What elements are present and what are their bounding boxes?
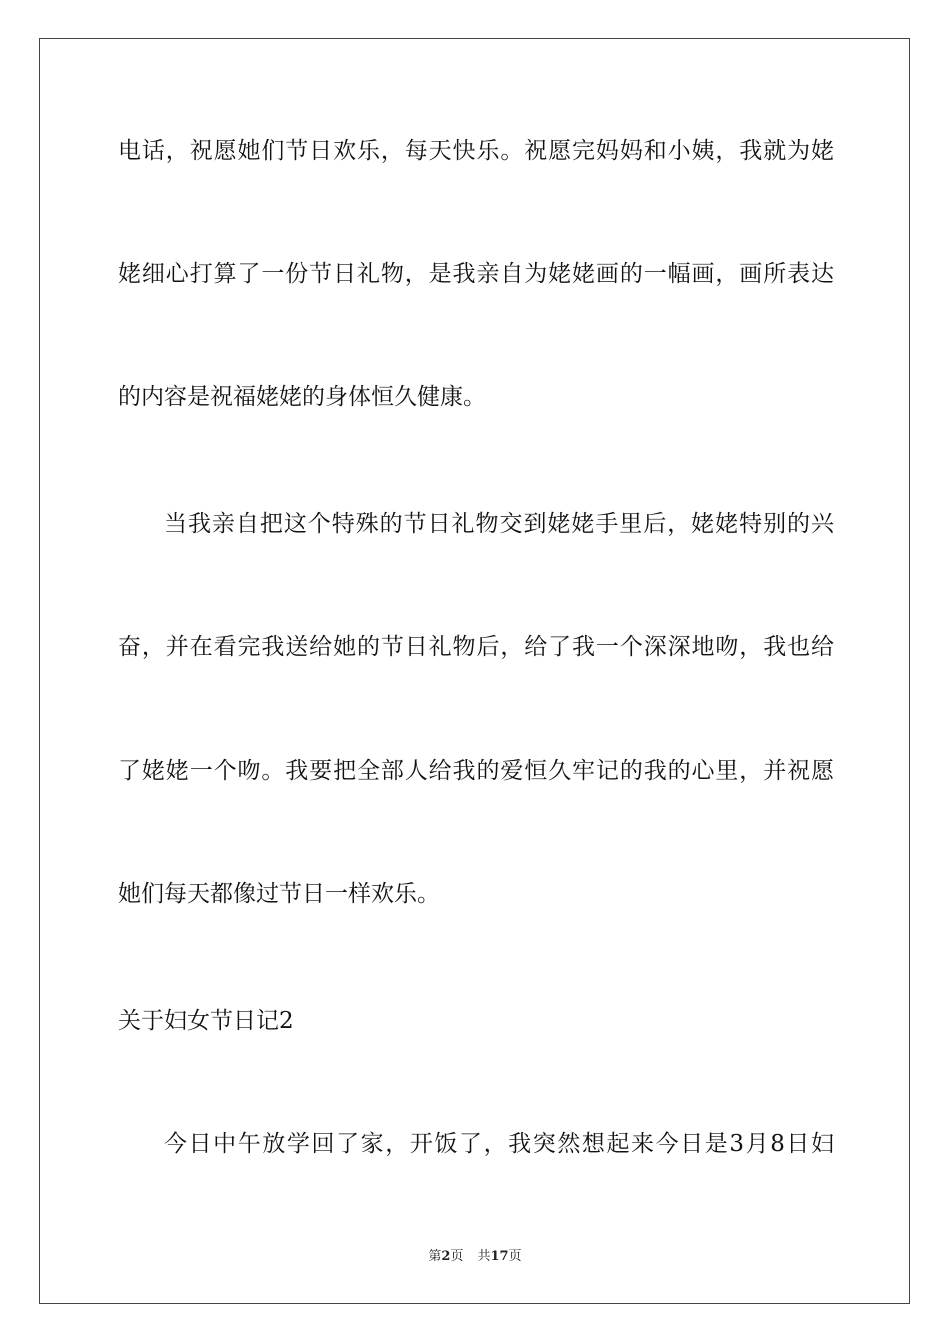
section-heading: 关于妇女节日记2 (118, 1008, 294, 1034)
total-pages: 17 (490, 1249, 509, 1264)
paragraph-line: 奋，并在看完我送给她的节日礼物后，给了我一个深深地吻，我也给 (118, 634, 834, 660)
total-prefix: 共 (477, 1249, 491, 1264)
paragraph-line: 姥细心打算了一份节日礼物，是我亲自为姥姥画的一幅画，画所表达 (118, 261, 834, 287)
paragraph-line: 她们每天都像过节日一样欢乐。 (118, 881, 440, 907)
paragraph-line: 今日中午放学回了家，开饭了，我突然想起来今日是3月8日妇 (164, 1131, 834, 1157)
page-footer (0, 1248, 950, 1266)
page-border (39, 38, 910, 1304)
page-number: 2 (441, 1249, 451, 1264)
paragraph-line: 的内容是祝福姥姥的身体恒久健康。 (118, 384, 486, 410)
page-prefix: 第 (428, 1249, 442, 1264)
total-suffix: 页 (508, 1249, 522, 1264)
paragraph-line: 电话，祝愿她们节日欢乐，每天快乐。祝愿完妈妈和小姨，我就为姥 (118, 138, 834, 164)
page-suffix: 页 (450, 1249, 464, 1264)
paragraph-line: 了姥姥一个吻。我要把全部人给我的爱恒久牢记的我的心里，并祝愿 (118, 758, 834, 784)
paragraph-line: 当我亲自把这个特殊的节日礼物交到姥姥手里后，姥姥特别的兴 (164, 511, 834, 537)
